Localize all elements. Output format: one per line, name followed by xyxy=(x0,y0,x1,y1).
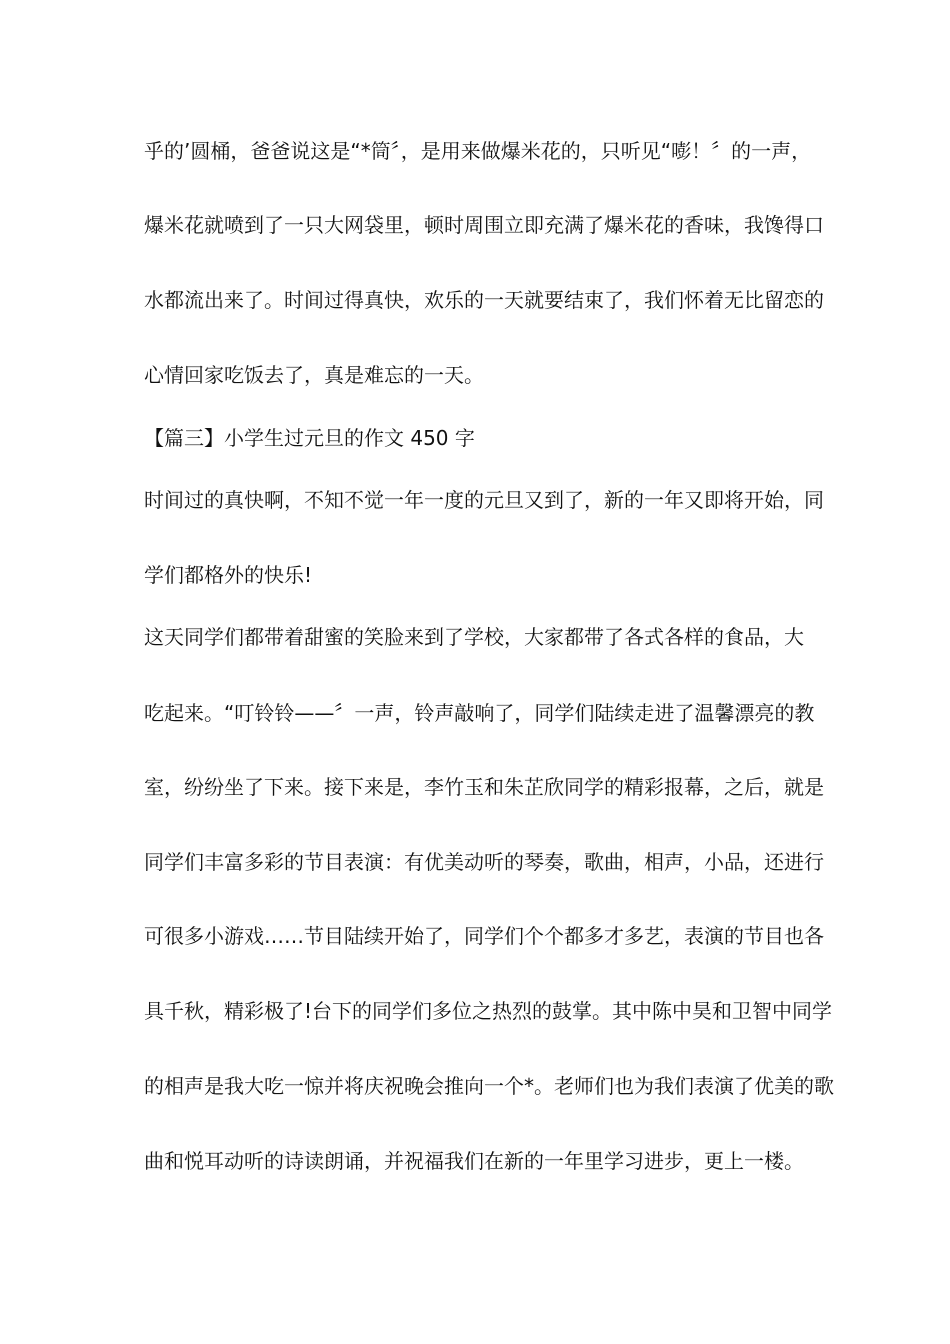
paragraph-line: 这天同学们都带着甜蜜的笑脸来到了学校，大家都带了各式各样的食品，大 xyxy=(144,625,804,649)
section-heading: 【篇三】小学生过元旦的作文 450 字 xyxy=(144,426,475,450)
paragraph-line: 可很多小游戏……节目陆续开始了，同学们个个都多才多艺，表演的节目也各 xyxy=(144,924,824,948)
paragraph-line: 水都流出来了。时间过得真快，欢乐的一天就要结束了，我们怀着无比留恋的 xyxy=(144,288,824,312)
paragraph-line: 时间过的真快啊，不知不觉一年一度的元旦又到了，新的一年又即将开始，同 xyxy=(144,488,824,512)
paragraph-line: 具千秋，精彩极了!台下的同学们多位之热烈的鼓掌。其中陈中昊和卫智中同学 xyxy=(144,999,833,1023)
paragraph-line: 室，纷纷坐了下来。接下来是，李竹玉和朱芷欣同学的精彩报幕，之后，就是 xyxy=(144,775,824,799)
paragraph-line: 乎的’圆桶，爸爸说这是“*筒〞，是用来做爆米花的，只听见“嘭！〞的一声， xyxy=(144,139,812,163)
paragraph-line: 曲和悦耳动听的诗读朗诵，并祝福我们在新的一年里学习进步，更上一楼。 xyxy=(144,1149,804,1173)
paragraph-line: 心情回家吃饭去了，真是难忘的一天。 xyxy=(144,363,484,387)
paragraph-line: 学们都格外的快乐! xyxy=(144,563,313,587)
paragraph-line: 的相声是我大吃一惊并将庆祝晚会推向一个*。老师们也为我们表演了优美的歌 xyxy=(144,1074,834,1098)
paragraph-line: 同学们丰富多彩的节目表演：有优美动听的琴奏，歌曲，相声，小品，还进行 xyxy=(144,850,824,874)
paragraph-line: 吃起来。“叮铃铃——〞一声，铃声敲响了，同学们陆续走进了温馨漂亮的教 xyxy=(144,701,815,725)
paragraph-line: 爆米花就喷到了一只大网袋里，顿时周围立即充满了爆米花的香味，我馋得口 xyxy=(144,213,824,237)
